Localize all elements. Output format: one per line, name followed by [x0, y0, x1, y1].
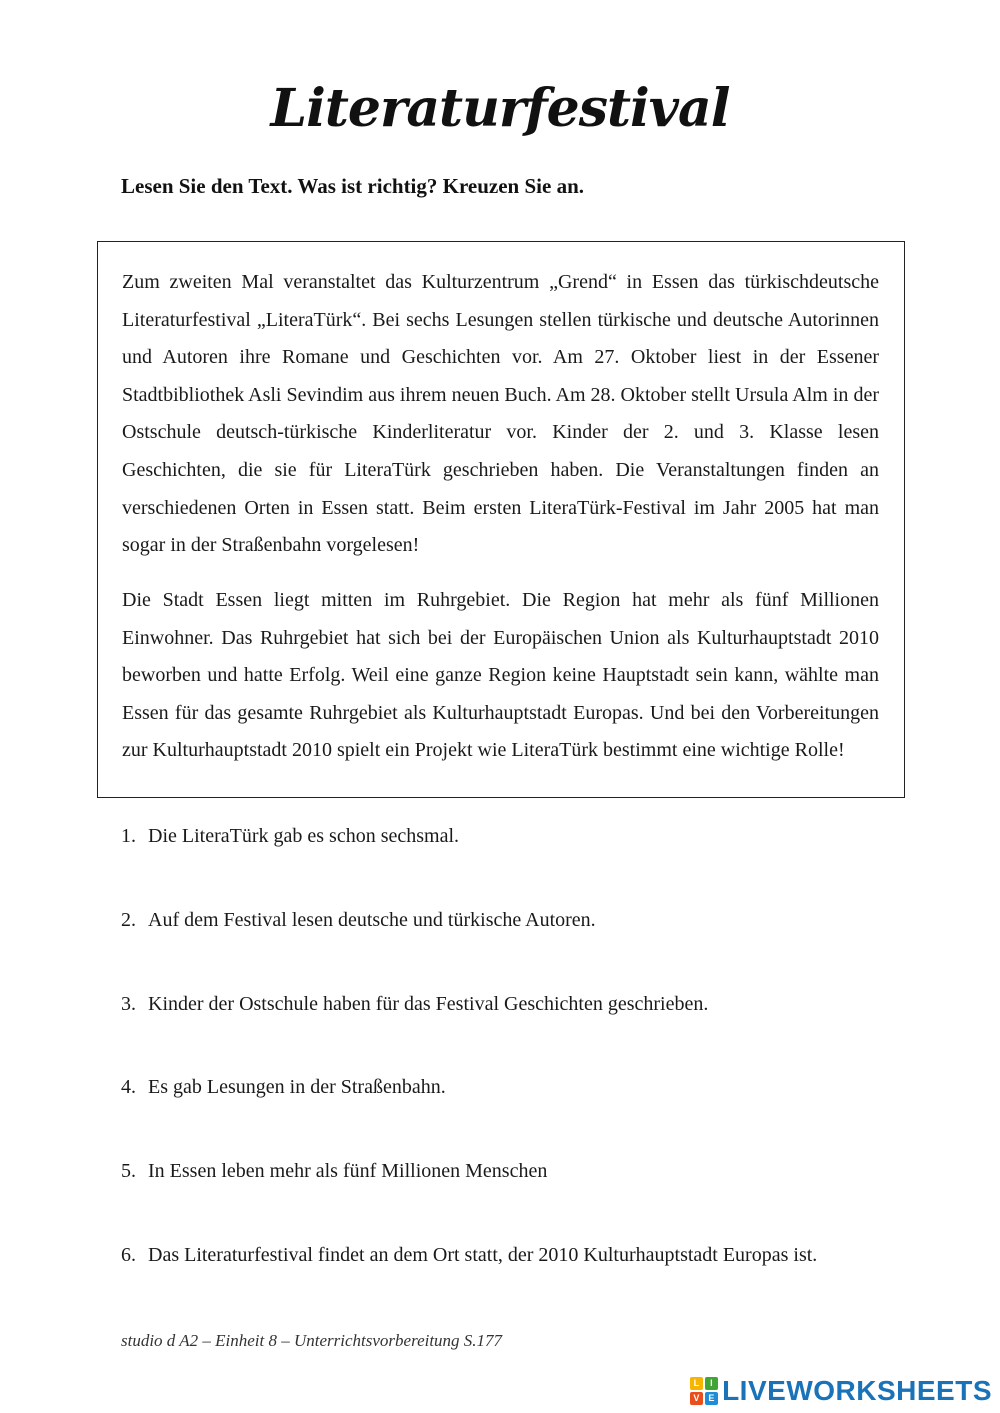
question-number: 1.: [121, 825, 136, 847]
reading-paragraph-2: Die Stadt Essen liegt mitten im Ruhrgebiet. Die Region hat mehr als fünf Millionen Einwohner. Das Ruhrgebiet hat sich bei der Europäischen Union als Kulturhauptstadt 2010 beworben und hatte Erfolg. Weil eine ganze Region keine Hauptstadt sein kann, wählte man Essen für das gesamte Ruhrgebiet als Kulturhauptstadt Europas. Und bei den Vorbereitungen zur Kulturhauptstadt 2010 spielt ein Projekt wie LiteraTürk bestimmt eine wichtige Rolle!: [122, 589, 879, 762]
question-item-2: [121, 906, 817, 990]
question-item-5: [121, 1157, 817, 1241]
question-number: 6.: [121, 1243, 136, 1266]
reading-text-box: [97, 241, 905, 798]
question-number: 4.: [121, 1076, 136, 1099]
liveworksheets-wordmark: LIVEWORKSHEETS: [722, 1375, 992, 1406]
logo-letter: L: [690, 1377, 703, 1390]
question-text: Kinder der Ostschule haben für das Festival Geschichten geschrieben.: [148, 992, 709, 1015]
question-item-6: [121, 1241, 817, 1325]
reading-paragraph-1: Zum zweiten Mal veranstaltet das Kulturzentrum „Grend“ in Essen das türkischdeutsche Literaturfestival „LiteraTürk“. Bei sechs Lesungen stellen türkische und deutsche Autorinnen und Autoren ihre Romane und Geschichten vor. Am 27. Oktober liest in der Essener Stadtbibliothek Asli Sevindim aus ihrem neuen Buch. Am 28. Oktober stellt Ursula Alm in der Ostschule deutsch-türkische Kinderliteratur vor. Kinder der 2. und 3. Klasse lesen Geschichten, die sie für LiteraTürk geschrieben haben. Die Veranstaltungen finden an verschiedenen Orten in Essen statt. Beim ersten LiteraTürk-Festival im Jahr 2005 hat man sogar in der Straßenbahn vorgelesen!: [122, 271, 879, 557]
page-title: Literaturfestival: [270, 78, 730, 139]
question-item-4: [121, 1073, 817, 1157]
logo-letter: I: [705, 1377, 718, 1390]
question-number: 3.: [121, 992, 136, 1015]
source-citation: studio d A2 – Einheit 8 – Unterrichtsvorbereitung S.177: [121, 1331, 503, 1350]
liveworksheets-logo[interactable]: [690, 1375, 992, 1407]
question-number: 5.: [121, 1160, 136, 1183]
question-item-1: [121, 822, 817, 906]
question-text: In Essen leben mehr als fünf Millionen Menschen: [148, 1160, 548, 1183]
instruction-text: Lesen Sie den Text. Was ist richtig? Kreuzen Sie an.: [121, 174, 585, 198]
question-number: 2.: [121, 908, 136, 931]
question-item-3: [121, 990, 817, 1074]
question-text: Es gab Lesungen in der Straßenbahn.: [148, 1076, 446, 1099]
question-list: [121, 822, 817, 1325]
liveworksheets-logo-icon: [690, 1377, 718, 1405]
question-text: Das Literaturfestival findet an dem Ort statt, der 2010 Kulturhauptstadt Europas ist.: [148, 1243, 818, 1266]
question-text: Die LiteraTürk gab es schon sechsmal.: [148, 825, 460, 847]
logo-letter: E: [705, 1392, 718, 1405]
question-text: Auf dem Festival lesen deutsche und türkische Autoren.: [148, 908, 596, 931]
logo-letter: V: [690, 1392, 703, 1405]
